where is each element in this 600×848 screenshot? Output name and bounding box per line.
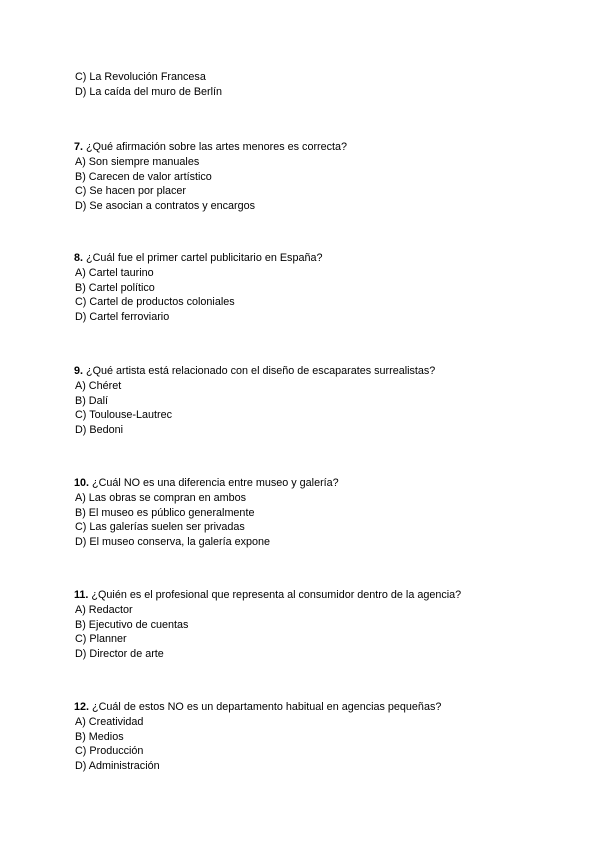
option-b: B) Medios xyxy=(75,730,124,743)
option-d: D) Director de arte xyxy=(75,648,164,661)
question-text xyxy=(74,364,435,379)
question-text xyxy=(74,588,461,603)
option-c: C) Se hacen por placer xyxy=(75,185,187,198)
previous-question-options xyxy=(74,70,222,100)
question-number: 11. xyxy=(74,589,89,601)
option-c: C) Las galerías suelen ser privadas xyxy=(75,521,245,534)
option-a: A) Chéret xyxy=(75,379,122,392)
question-9 xyxy=(74,364,435,438)
option-d: D) La caída del muro de Berlín xyxy=(75,85,223,98)
option-d: D) El museo conserva, la galería expone xyxy=(75,536,271,549)
option-c: C) Toulouse-Lautrec xyxy=(75,409,173,422)
option-a: A) Creatividad xyxy=(75,715,144,728)
question-number: 7. xyxy=(74,141,84,153)
question-text xyxy=(74,251,322,266)
option-a: A) Cartel taurino xyxy=(75,266,154,279)
option-d: D) Cartel ferroviario xyxy=(75,311,170,324)
option-b: B) El museo es público generalmente xyxy=(75,506,255,519)
option-c: C) Cartel de productos coloniales xyxy=(75,296,235,309)
option-c: C) Planner xyxy=(75,633,127,646)
question-7 xyxy=(74,140,347,214)
question-8 xyxy=(74,251,322,325)
question-number: 10. xyxy=(74,477,90,489)
question-prompt: ¿Cuál de estos NO es un departamento habitual en agencias pequeñas? xyxy=(89,701,442,713)
option-b: B) Carecen de valor artístico xyxy=(75,170,212,183)
question-number: 12. xyxy=(74,701,90,713)
question-text xyxy=(74,700,441,715)
option-d: D) Administración xyxy=(75,760,160,773)
option-b: B) Cartel político xyxy=(75,281,155,294)
question-text xyxy=(74,140,347,155)
option-c: C) Producción xyxy=(75,745,144,758)
question-number: 9. xyxy=(74,365,84,377)
question-11 xyxy=(74,588,461,662)
question-text xyxy=(74,476,339,491)
option-b: B) Dalí xyxy=(75,394,108,407)
question-prompt: ¿Qué afirmación sobre las artes menores es correcta? xyxy=(83,141,348,153)
option-a: A) Las obras se compran en ambos xyxy=(75,491,247,504)
question-prompt: ¿Quién es el profesional que representa al consumidor dentro de la agencia? xyxy=(88,589,462,601)
option-c: C) La Revolución Francesa xyxy=(75,71,206,83)
option-d: D) Se asocian a contratos y encargos xyxy=(75,200,256,213)
option-d: D) Bedoni xyxy=(75,424,124,437)
question-10 xyxy=(74,476,339,550)
question-prompt: ¿Cuál fue el primer cartel publicitario en España? xyxy=(83,252,323,264)
option-a: A) Son siempre manuales xyxy=(75,155,200,168)
question-12 xyxy=(74,700,441,774)
option-a: A) Redactor xyxy=(75,603,133,616)
question-prompt: ¿Cuál NO es una diferencia entre museo y galería? xyxy=(89,477,339,489)
question-prompt: ¿Qué artista está relacionado con el diseño de escaparates surrealistas? xyxy=(83,365,436,377)
question-number: 8. xyxy=(74,252,84,264)
option-b: B) Ejecutivo de cuentas xyxy=(75,618,189,631)
